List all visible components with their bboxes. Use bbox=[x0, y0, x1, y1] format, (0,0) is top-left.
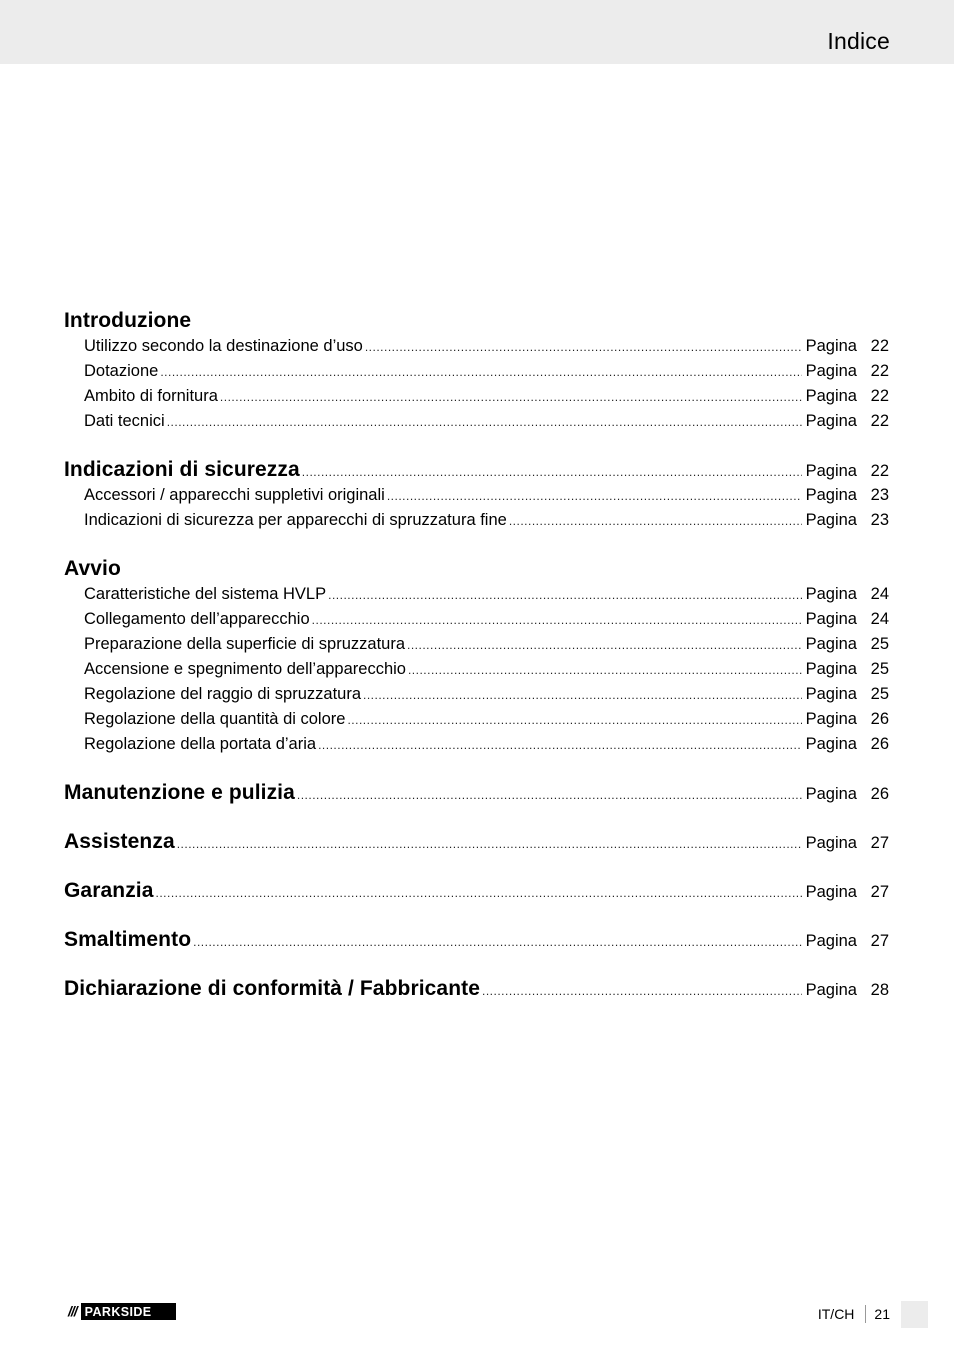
dot-leader bbox=[302, 465, 802, 479]
entry-title: Utilizzo secondo la destinazione d’uso bbox=[84, 337, 363, 355]
toc-section-heading[interactable] bbox=[64, 830, 889, 858]
toc-section-heading[interactable] bbox=[64, 309, 889, 337]
section-title: Garanzia bbox=[64, 879, 154, 902]
dot-leader bbox=[220, 390, 802, 404]
page-label: Pagina bbox=[805, 685, 857, 703]
toc-section bbox=[64, 309, 889, 437]
entry-title: Dotazione bbox=[84, 362, 159, 380]
toc-section bbox=[64, 879, 889, 907]
page-ref: 26 bbox=[870, 710, 889, 728]
entry-title: Preparazione della superficie di spruzzatura bbox=[84, 635, 406, 653]
page-label: Pagina bbox=[805, 462, 857, 480]
toc-entry[interactable] bbox=[64, 511, 889, 536]
section-title: Introduzione bbox=[64, 309, 192, 332]
dot-leader bbox=[167, 415, 802, 429]
page-label: Pagina bbox=[805, 412, 857, 430]
toc-entry[interactable] bbox=[64, 710, 889, 735]
toc-entry[interactable] bbox=[64, 635, 889, 660]
section-title: Assistenza bbox=[64, 830, 175, 853]
page-label: Pagina bbox=[805, 387, 857, 405]
entry-title: Regolazione della quantità di colore bbox=[84, 710, 346, 728]
toc-entry[interactable] bbox=[64, 362, 889, 387]
page-label: Pagina bbox=[805, 610, 857, 628]
page-ref: 22 bbox=[870, 337, 889, 355]
page-label: Pagina bbox=[805, 981, 857, 999]
header-band bbox=[0, 0, 954, 64]
toc-entry[interactable] bbox=[64, 735, 889, 760]
toc-section bbox=[64, 557, 889, 760]
toc-section bbox=[64, 458, 889, 536]
toc-entry[interactable] bbox=[64, 337, 889, 362]
toc-entry[interactable] bbox=[64, 585, 889, 610]
toc-entry[interactable] bbox=[64, 610, 889, 635]
page-ref: 28 bbox=[870, 981, 889, 999]
toc-section bbox=[64, 928, 889, 956]
entry-title: Regolazione della portata d’aria bbox=[84, 735, 317, 753]
entry-title: Ambito di fornitura bbox=[84, 387, 218, 405]
page-label: Pagina bbox=[805, 660, 857, 678]
page-ref: 22 bbox=[870, 462, 889, 480]
entry-title: Collegamento dell’apparecchio bbox=[84, 610, 310, 628]
entry-title: Accessori / apparecchi suppletivi originali bbox=[84, 486, 385, 504]
dot-leader bbox=[328, 588, 802, 602]
page-label: Pagina bbox=[805, 362, 857, 380]
page-ref: 25 bbox=[870, 660, 889, 678]
toc-section-heading[interactable] bbox=[64, 879, 889, 907]
page-ref: 22 bbox=[870, 412, 889, 430]
page-label: Pagina bbox=[805, 511, 857, 529]
section-title: Indicazioni di sicurezza bbox=[64, 458, 300, 481]
section-title: Dichiarazione di conformità / Fabbricante bbox=[64, 977, 481, 1000]
page-label: Pagina bbox=[805, 710, 857, 728]
dot-leader bbox=[347, 713, 801, 727]
toc-entry[interactable] bbox=[64, 412, 889, 437]
dot-leader bbox=[509, 514, 802, 528]
entry-title: Indicazioni di sicurezza per apparecchi di spruzzatura fine bbox=[84, 511, 507, 529]
page-ref: 26 bbox=[870, 785, 889, 803]
dot-leader bbox=[407, 638, 802, 652]
entry-title: Caratteristiche del sistema HVLP bbox=[84, 585, 327, 603]
entry-title: Dati tecnici bbox=[84, 412, 165, 430]
page-footer bbox=[818, 1305, 890, 1323]
page-ref: 24 bbox=[870, 585, 889, 603]
footer-tab-box bbox=[901, 1301, 928, 1328]
dot-leader bbox=[363, 688, 802, 702]
page-ref: 25 bbox=[870, 685, 889, 703]
dot-leader bbox=[156, 886, 802, 900]
toc-entry[interactable] bbox=[64, 387, 889, 412]
toc-section bbox=[64, 830, 889, 858]
section-title: Manutenzione e pulizia bbox=[64, 781, 295, 804]
page-ref: 22 bbox=[870, 387, 889, 405]
page-label: Pagina bbox=[805, 635, 857, 653]
page-ref: 22 bbox=[870, 362, 889, 380]
page-label: Pagina bbox=[805, 337, 857, 355]
page-ref: 23 bbox=[870, 486, 889, 504]
section-title: Smaltimento bbox=[64, 928, 192, 951]
page-ref: 27 bbox=[870, 883, 889, 901]
logo-slashes: /// bbox=[65, 1303, 81, 1320]
dot-leader bbox=[365, 340, 802, 354]
page-label: Pagina bbox=[805, 932, 857, 950]
table-of-contents bbox=[64, 309, 889, 1005]
dot-leader bbox=[177, 837, 802, 851]
dot-leader bbox=[387, 489, 802, 503]
toc-entry[interactable] bbox=[64, 660, 889, 685]
toc-entry[interactable] bbox=[64, 486, 889, 511]
page-ref: 24 bbox=[870, 610, 889, 628]
dot-leader bbox=[193, 935, 801, 949]
page-label: Pagina bbox=[805, 834, 857, 852]
entry-title: Accensione e spegnimento dell’apparecchio bbox=[84, 660, 406, 678]
logo-text: PARKSIDE bbox=[84, 1304, 152, 1319]
toc-section-heading[interactable] bbox=[64, 781, 889, 809]
toc-section-heading[interactable] bbox=[64, 458, 889, 486]
toc-section-heading[interactable] bbox=[64, 557, 889, 585]
page-label: Pagina bbox=[805, 785, 857, 803]
page-label: Pagina bbox=[805, 883, 857, 901]
parkside-logo bbox=[65, 1303, 176, 1320]
footer-divider bbox=[865, 1305, 866, 1323]
dot-leader bbox=[318, 738, 802, 752]
page-ref: 26 bbox=[870, 735, 889, 753]
dot-leader bbox=[482, 984, 802, 998]
toc-section bbox=[64, 977, 889, 1005]
dot-leader bbox=[408, 663, 802, 677]
page-ref: 25 bbox=[870, 635, 889, 653]
page-label: Pagina bbox=[805, 585, 857, 603]
page-label: Pagina bbox=[805, 735, 857, 753]
page-ref: 27 bbox=[870, 932, 889, 950]
page-number: 21 bbox=[874, 1306, 890, 1322]
page-title: Indice bbox=[827, 28, 890, 54]
toc-section-heading[interactable] bbox=[64, 928, 889, 956]
dot-leader bbox=[312, 613, 802, 627]
toc-section bbox=[64, 781, 889, 809]
dot-leader bbox=[160, 365, 801, 379]
page-ref: 23 bbox=[870, 511, 889, 529]
page-ref: 27 bbox=[870, 834, 889, 852]
locale-label: IT/CH bbox=[817, 1306, 855, 1322]
toc-entry[interactable] bbox=[64, 685, 889, 710]
toc-section-heading[interactable] bbox=[64, 977, 889, 1005]
dot-leader bbox=[297, 788, 802, 802]
entry-title: Regolazione del raggio di spruzzatura bbox=[84, 685, 362, 703]
section-title: Avvio bbox=[64, 557, 121, 580]
page-label: Pagina bbox=[805, 486, 857, 504]
